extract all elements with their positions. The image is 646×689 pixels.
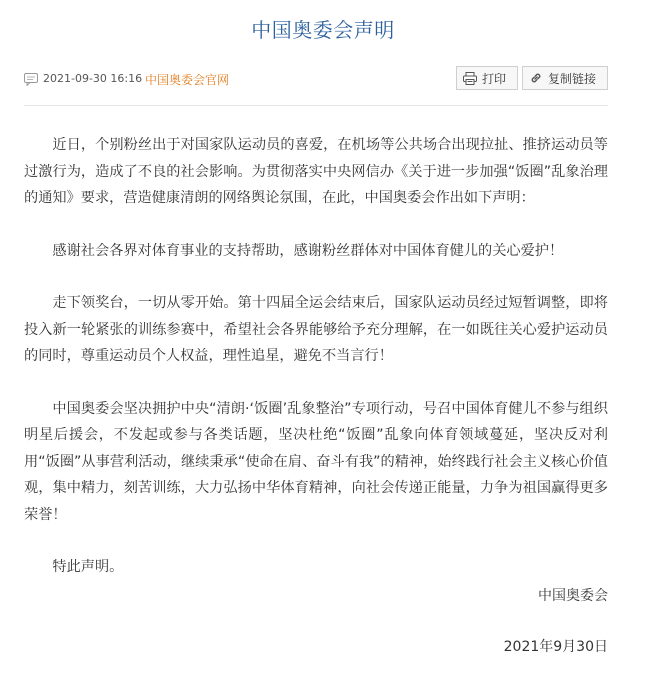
signature: 中国奥委会: [538, 588, 608, 604]
link-icon: [529, 71, 543, 85]
comment-icon: [24, 73, 38, 86]
copy-link-button-label: 复制链接: [548, 71, 597, 86]
paragraph: 特此声明。: [52, 559, 124, 575]
article-body: [24, 132, 608, 607]
article-source-link[interactable]: 中国奥委会官网: [145, 73, 230, 87]
printer-icon: [463, 72, 477, 85]
paragraph: 近日，个别粉丝出于对国家队运动员的喜爱，在机场等公共场合出现拉扯、推挤运动员等过激行为，造成了不良的社会影响。为贯彻落实中央网信办《关于进一步加强“饭圈”乱象治理的通知》要求，营造健康清朗的网络舆论氛围，在此，中国奥委会作出如下声明：: [24, 137, 608, 206]
publish-date: 2021-09-30 16:16: [43, 72, 143, 85]
paragraph: 走下领奖台，一切从零开始。第十四届全运会结束后，国家队运动员经过短暂调整，即将投入新一轮紧张的训练参赛中，希望社会各界能够给予充分理解，在一如既往关心爱护运动员的同时，尊重运动员个人权益，理性追星，避免不当言行！: [24, 295, 608, 364]
print-button[interactable]: [456, 66, 518, 90]
article-meta-bar: [24, 66, 608, 94]
paragraph: 中国奥委会坚决拥护中央“清朗·‘饭圈’乱象整治”专项行动，号召中国体育健儿不参与组织明星后援会，不发起或参与各类话题，坚决杜绝“饭圈”乱象向体育领域蔓延，坚决反对利用“饭圈”从事营利活动，继续秉承“使命在肩、奋斗有我”的精神，始终践行社会主义核心价值观，集中精力，刻苦训练，大力弘扬中华体育精神，向社会传递正能量，力争为祖国赢得更多荣誉！: [24, 400, 608, 523]
signature-date: 2021年9月30日: [503, 639, 608, 655]
header-divider: [24, 105, 608, 106]
paragraph: 感谢社会各界对体育事业的支持帮助，感谢粉丝群体对中国体育健儿的关心爱护！: [52, 242, 564, 259]
print-button-label: 打印: [482, 71, 507, 86]
copy-link-button[interactable]: [522, 66, 608, 90]
page-title: 中国奥委会声明: [251, 18, 395, 42]
